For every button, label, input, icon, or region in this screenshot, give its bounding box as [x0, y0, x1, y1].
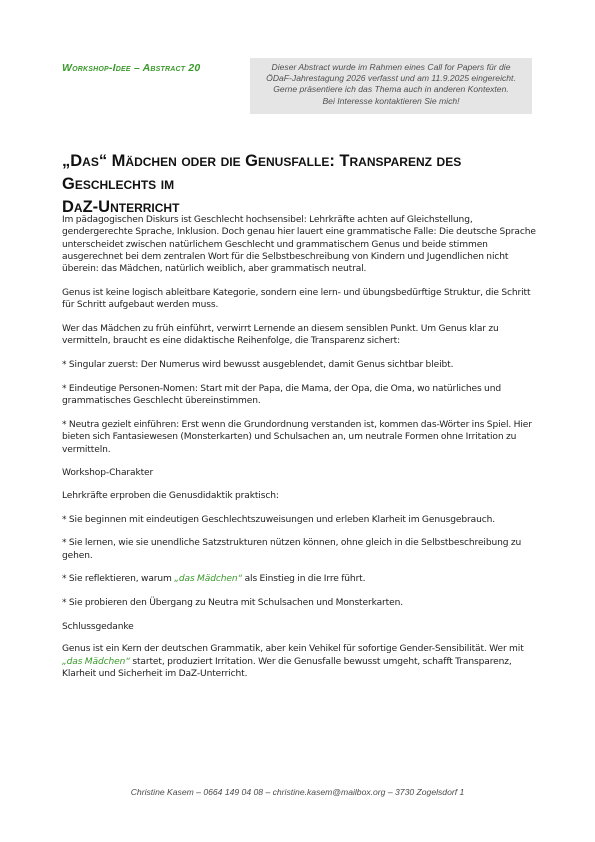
list-item: * Sie probieren den Übergang zu Neutra mit Schulsachen und Monsterkarten. [62, 598, 403, 609]
title-line: „Das“ Mädchen oder die Genusfalle: Transparenz des Geschlechts im [62, 152, 462, 193]
text-run: als Einstieg in die Irre führt. [242, 574, 366, 585]
list-item: * Sie beginnen mit eindeutigen Geschlechtszuweisungen und erleben Klarheit im Genusgebrauch. [62, 514, 496, 525]
list-item [62, 573, 540, 585]
paragraph: Lehrkräfte erproben die Genusdidaktik praktisch: [62, 490, 279, 501]
note-line: Dieser Abstract wurde im Rahmen eines Call for Papers für die [271, 62, 511, 72]
title-line: DaZ-Unterricht [62, 198, 180, 216]
paragraph: Wer das Mädchen zu früh einführt, verwirrt Lernende an diesem sensiblen Punkt. Um Genus klar zu vermitteln, braucht es eine didaktische Reihenfolge, die Transparenz sichert: [62, 324, 499, 347]
workshop-kicker: Workshop-Idee – Abstract 20 [62, 62, 201, 74]
highlighted-phrase: „das Mädchen“ [62, 656, 130, 667]
abstract-body [62, 214, 540, 692]
text-run: Genus ist ein Kern der deutschen Grammatik, aber kein Vehikel für sofortige Gender-Sensibilität. Wer mit [62, 644, 524, 655]
note-line: Bei Interesse kontaktieren Sie mich! [322, 95, 460, 106]
list-item: * Singular zuerst: Der Numerus wird bewusst ausgeblendet, damit Genus sichtbar bleibt. [62, 360, 454, 371]
section-heading: Schlussgedanke [62, 622, 134, 633]
list-item: * Eindeutige Personen-Nomen: Start mit der Papa, die Mama, der Opa, die Oma, wo natürliches und grammatisches Geschlecht übereinstimmen. [62, 383, 501, 407]
highlighted-phrase: „das Mädchen“ [174, 574, 243, 585]
conclusion-paragraph [62, 643, 540, 680]
intro-paragraph: Im pädagogischen Diskurs ist Geschlecht hochsensibel: Lehrkräfte achten auf Gleichstellung, gendergerechte Sprache, Inklusion. Doch genau hier lauert eine grammatische Falle: Die deutsche Sprache unterscheidet zwischen natürlichem Geschlecht und grammatischem Genus und beide stimmen ausgerechnet bei dem zentralen Wort für die Selbstbeschreibung von Kindern und Jugendlichen nicht überein: das Mädchen, natürlich weiblich, aber grammatisch neutral. [62, 215, 536, 275]
text-run: startet, produziert Irritation. Wer die Genusfalle bewusst umgeht, schafft Transparenz, Klarheit und Sicherheit im DaZ-Unterricht. [62, 656, 512, 679]
list-item: * Neutra gezielt einführen: Erst wenn die Grundordnung verstanden ist, kommen das-Wörter ins Spiel. Hier bieten sich Fantasiewesen (Monsterkarten) und Schulsachen an, um neutrale Formen ohne Irritation zu vermitteln. [62, 420, 532, 455]
list-item: * Sie lernen, wie sie unendliche Satzstrukturen nützen können, ohne gleich in die Selbstbeschreibung zu gehen. [62, 538, 522, 561]
paragraph: Genus ist keine logisch ableitbare Kategorie, sondern eine lern- und übungsbedürftige Struktur, die Schritt für Schritt aufgebaut werden muss. [62, 287, 531, 311]
note-line: ÖDaF-Jahrestagung 2026 verfasst und am 11.9.2025 eingereicht. [266, 73, 516, 84]
submission-note-box [250, 58, 532, 114]
text-run: * Sie reflektieren, warum [62, 574, 175, 585]
contact-footer: Christine Kasem – 0664 149 04 08 – christine.kasem@mailbox.org – 3730 Zogelsdorf 1 [130, 787, 465, 797]
note-line: Gerne präsentiere ich das Thema auch in anderen Kontexten. [273, 84, 509, 95]
section-heading: Workshop-Charakter [62, 468, 154, 479]
document-title [62, 150, 542, 219]
